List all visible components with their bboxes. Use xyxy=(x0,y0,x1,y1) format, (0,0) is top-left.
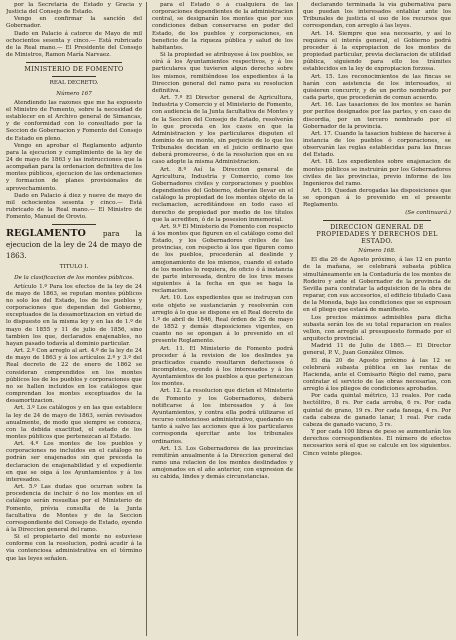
article: Art. 5.º Las dudas que ocurran sobre la procedencia de incluir ó no los montes en el catálogo serán resueltas por el Ministerio de Fomento, prévia consulta de la Junta facultativa de Montes y de la Seccion correspondiente del Consejo de Estado, oyendo á la Direccion general del ramo. xyxy=(6,484,142,533)
column-rule-1 xyxy=(146,2,147,636)
paragraph: por la Secretaría de Estado y Gracia y Justicia del Consejo de Estado. xyxy=(6,2,142,16)
paragraph: Atendiendo las razones que me ha expuesto el Ministro de Fomento, sobre la necesidad de establecer en el Archivo general de Simancas, y de conformidad con lo consultado por la Seccion de Gobernacion y Fomento del Consejo de Estado en pleno. xyxy=(6,99,142,142)
paragraph: Y por cada 100 libras de peso se aumentarán los derechos correspondientes. El número de efectos necesarios será el que se calcule en los siguientes. Cinco veinte pliegos. xyxy=(303,429,451,457)
article: Art. 4.º Los montes de los pueblos y corporaciones no incluidos en el catálogo no podrán ser enajenados sin que preceda la declaracion de enajenabilidad y el expediente en que se oiga á los Ayuntamientos y á los interesados. xyxy=(6,441,142,483)
divider xyxy=(26,62,122,63)
paragraph: El dia 26 de Agosto próximo, á las 12 en punto de la mañana, se celebrará subasta pública simultáneamente en la Contaduría de los montes de Rodeiro y ante el Gobernador de la provincia de Sevilla para contratar la adquisicion de la obra de reparar, con sus accesorios, el edificio titulado Casa de la Moneda, bajo las condiciones que se expresan en el pliego que estará de manifiesto. xyxy=(303,257,451,314)
article: Art. 10. Los expedientes que se instruyan con este objeto se sustanciarán y resolverán con arreglo á lo que se dispone en el Real decreto de 1.º de abril de 1846, Real órden de 25 de mayo de 1852 y demás disposiciones vigentes, en cuanto no se opongan á lo prevenido en el presente Reglamento. xyxy=(152,295,293,345)
notice-number: Número 168. xyxy=(358,248,396,255)
regulation-subtitle: para la ejecucion de la ley de 24 de mayo de 1863. xyxy=(6,229,142,261)
article: Art. 7.º El Director general de Agricultura, Industria y Comercio y el Ministerio de Fomento, con audiencia de la Junta facultativa de Montes y de la Seccion del Consejo de Estado, resolverán lo que proceda en los casos en que la Administracion y los particulares disputen el dominio de un monte, sin perjuicio de lo que los Tribunales decidan en el juicio ordinario que deberá promoverse, ó de la resolucion que en su caso adopte la misma Administracion. xyxy=(152,95,293,166)
regulation-word: REGLAMENTO xyxy=(6,228,86,240)
title-heading: TITULO I. xyxy=(59,264,89,271)
paragraph: Dado en Palacio á diez y nueve de mayo de mil ochocientos sesenta y cinco.— Está rubricado de la Real mano.— El Ministro de Fomento, Manuel de Orovio. xyxy=(6,192,142,221)
paragraph: Los precios máximos admisibles para dicha subasta serán los de su total reparacion en reales vellon, con arreglo al presupuesto formado por el arquitecto provincial. xyxy=(303,314,451,343)
paragraph: Art. 15. Los reconocimientos de las fincas se harán con asistencia de los interesados, si quisieren concurrir, y de un perito nombrado por cada parte, que procederán de comun acuerdo. xyxy=(303,73,451,102)
column-rule-2 xyxy=(297,2,298,636)
section-heading-ministry: MINISTERIO DE FOMENTO xyxy=(24,65,124,74)
paragraph: Art. 14. Siempre que sea necesario, y así lo requiera el interés general, el Gobierno podrá proceder á la expropiacion de los montes de propiedad particular, previa declaracion de utilidad pública, siguiendo para ello los trámites establecidos en la ley de expropiacion forzosa. xyxy=(303,30,451,73)
continuation-note: (Se continuará.) xyxy=(405,209,451,216)
paragraph: Art. 17. Cuando la tasacion hubiese de hacerse á instancia de los pueblos ó corporaciones, se observarán las reglas establecidas para las fincas del Estado. xyxy=(303,130,451,159)
section-heading-direction: DIRECCION GENERAL DE PROPIEDADES Y DERECHOS DEL ESTADO. xyxy=(316,222,438,245)
signature-line: Madrid 11 de Julio de 1865.— El Director general, P. V., Juan González Olmos. xyxy=(303,343,451,357)
article: Art. 8.º Así la Direccion general de Agricultura, Industria y Comercio, como los Gobernadores civiles y corporaciones y pueblos dependientes del Gobierno, deberán llevar en el catálogo la propiedad de los montes objeto de la reclamacion, acreditándose en todo caso el derecho de propiedad por medio de los títulos que la acrediten, ó de la posesion inmemorial. xyxy=(152,166,293,223)
paragraph: El dia 20 de Agosto próximo á las 12 se celebrará subasta pública en las rentas de Hacienda, ante el Comisario Régio del ramo, para contratar el servicio de las obras necesarias, con arreglo á los pliegos de condiciones aprobados. xyxy=(303,357,451,393)
divider xyxy=(52,224,96,225)
divider xyxy=(323,220,431,221)
regulation-heading xyxy=(6,228,142,261)
column-2 xyxy=(152,2,293,636)
paragraph: Art. 16. Las tasaciones de los montes se harán por peritos designados por las partes, y en caso de discordia, por un tercero nombrado por el Gobernador de la provincia. xyxy=(303,102,451,130)
article: Artículo 1.º Para los efectos de la ley de 24 de mayo de 1863, se reputan montes públicos no solo los del Estado, los de los pueblos y corporaciones que dependan del Gobierno, exceptuados de la desamortizacion en virtud de lo dispuesto en la misma ley y en las de 1.º de mayo de 1855 y 11 de julio de 1856, sino tambien los que, declarados enajenables, no hayan pasado todavía al dominio particular. xyxy=(6,283,142,347)
paragraph: Si la propiedad se atribuyese á los pueblos, se oirá á los Ayuntamientos respectivos, y á los particulares que tuvieren algun derecho sobre los mismos, remitiéndose los expedientes á la Direccion general del ramo para su resolucion definitiva. xyxy=(152,52,293,94)
paragraph: Art. 19. Quedan derogadas las disposiciones que se opongan á lo prevenido en el presente Reglamento. xyxy=(303,188,451,209)
paragraph: Art. 18. Los expedientes sobre enajenacion de montes públicos se instruirán por los Gobernadores civiles de las provincias, previo informe de los Ingenieros del ramo. xyxy=(303,159,451,187)
decree-number: Número 167 xyxy=(56,90,92,97)
paragraph: para el Estado ó á cualquiera de las corporaciones dependientes de la administracion central, se designarán los montes que por sus condiciones deban conservarse en poder del Estado, de los pueblos y corporaciones, en beneficio de la riqueza pública y salud de los habitantes. xyxy=(152,2,293,51)
divider xyxy=(52,76,96,77)
paragraph: Vengo en aprobar el Reglamento adjunto para la ejecucion y cumplimiento de la ley de 24 de mayo de 1863 y las instrucciones que la acompañan para la ordenacion definitiva de los montes públicos, ejecucion de las ordenaciones y formacion de planes provisionales de aprovechamiento. xyxy=(6,142,142,192)
decree-title: REAL DECRETO. xyxy=(49,80,99,87)
paragraph: Vengo en confirmar la sanción del Gobernador. xyxy=(6,16,142,30)
column-1 xyxy=(6,2,142,636)
column-3 xyxy=(303,2,451,636)
paragraph: Dado en Palacio á catorce de Mayo de mil ochocientos sesenta y cinco.— Está rubricado de la Real mano.— El Presidente del Consejo de Ministros, Ramon María Narvaez. xyxy=(6,30,142,59)
article: Art. 3.º Los catálogos y en las que establece la ley de 24 de mayo de 1863, serán revisados anualmente, de modo que siempre se conozca, con la debida exactitud, el estado de los montes públicos que pertenezcan al Estado. xyxy=(6,405,142,440)
paragraph: declarando terminada la via gubernativa para que puedan los interesados entablar ante los Tribunales de justicia el uso de los recursos que correspondan, con arreglo á las leyes. xyxy=(303,2,451,30)
article: Art. 9.º El Ministerio de Fomento con respecto á los montes que figuren en el catálogo como del Estado, y los Gobernadores civiles de las provincias, con respecto á los que figuren como de los pueblos, procederán al deslinde y amojonamiento de los mismos, cuando el estado de los montes lo requiera, de oficio ó á instancia de parte interesada, dentro de los tres meses siguientes á la fecha en que se haga la reclamacion. xyxy=(152,223,293,295)
title-subheading: De la clasificacion de los montes públicos. xyxy=(14,274,134,281)
article: Art. 12. La resolucion que dicten el Ministerio de Fomento y los Gobernadores, deberá notificarse á los interesados y á los Ayuntamientos, y contra ella podrá utilizarse el recurso contencioso administrativo, quedando en tanto á salvo las acciones que á los particulares corresponda ejercitar ante los tribunales ordinarios. xyxy=(152,388,293,445)
article: Art. 13. Los Gobernadores de las provincias remitirán anualmente á la Direccion general del ramo una relacion de los montes deslindados y amojonados en el año anterior, con expresion de su cabida, lindes y demás circunstancias. xyxy=(152,445,293,481)
paragraph: Por cada quintal métrico, 13 reales. Por cada hectólitro, 8 rs. Por cada arroba, 6 rs. Por cada quintal de grano, 19 rs. Por cada fanega, 4 rs. Por cada cabeza de ganado lanar, 1 real. Por cada cabeza de ganado vacuno, 3 rs. xyxy=(303,393,451,428)
article: Art. 11. El Ministerio de Fomento podrá proceder á la revision de los deslindes ya practicados cuando resultaren defectuosos ó incompletos, oyendo á los interesados y á los Ayuntamientos de los pueblos a que pertenezcan los montes. xyxy=(152,345,293,388)
article: Si el propietario del monte no estuviese conforme con la resolucion, podrá acudir á la via contenciosa administrativa en el término que las leyes señalen. xyxy=(6,534,142,562)
article: Art. 2.º Con arreglo al art. 4.º de la ley de 24 de mayo de 1863 y á los artículos 2.º y 3.º del Real decreto de 22 de enero de 1862 se consideran comprendidos en los montes públicos los de los pueblos y corporaciones que no se hallen incluidos en los catálogos que comprendan los montes exceptuados de la desamortizacion. xyxy=(6,348,142,405)
